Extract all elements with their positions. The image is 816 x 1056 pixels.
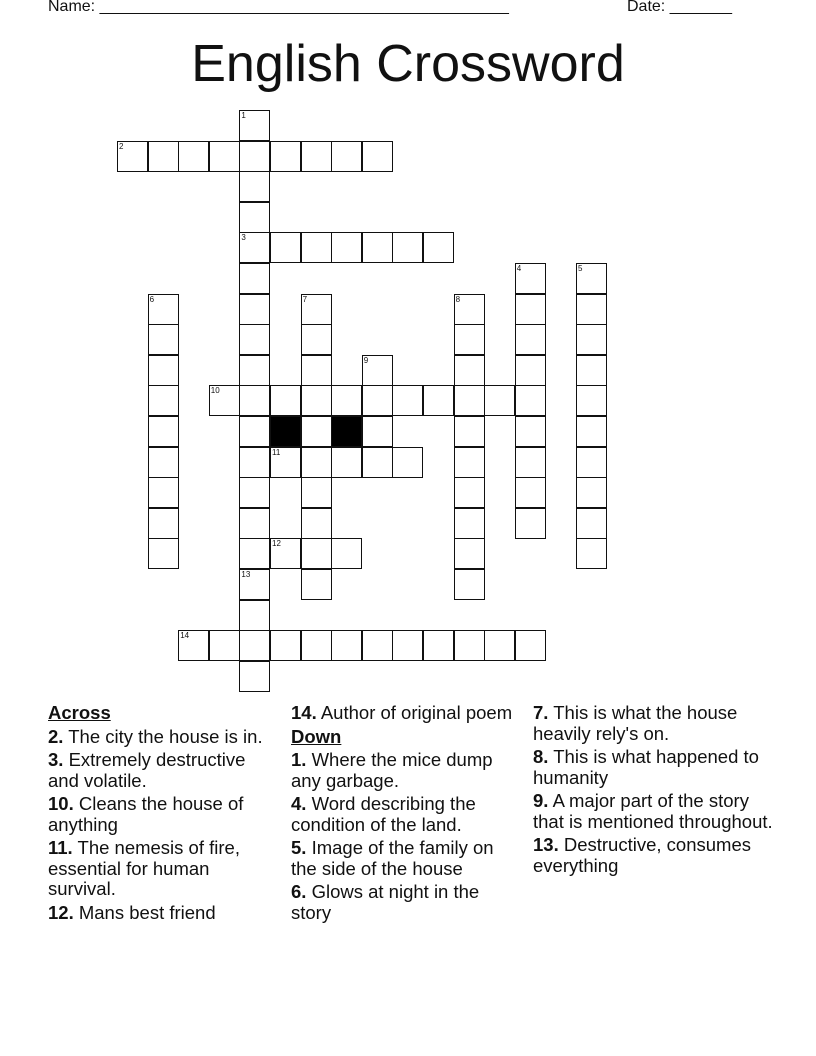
cell-number: 13	[241, 570, 251, 579]
crossword-cell[interactable]	[148, 538, 179, 569]
crossword-cell[interactable]	[178, 630, 209, 661]
crossword-cell[interactable]	[454, 447, 485, 478]
crossword-cell[interactable]	[515, 355, 546, 386]
crossword-cell[interactable]	[362, 630, 393, 661]
cell-number: 8	[455, 294, 461, 304]
down-clue	[291, 838, 523, 879]
down-heading: Down	[291, 725, 342, 747]
page-title: English Crossword	[191, 35, 625, 93]
crossword-cell[interactable]	[515, 294, 546, 325]
crossword-cell[interactable]	[209, 630, 240, 661]
crossword-cell[interactable]	[270, 630, 301, 661]
cell-number: 7	[302, 294, 308, 304]
crossword-cell[interactable]	[576, 508, 607, 539]
crossword-cell[interactable]	[270, 141, 301, 172]
crossword-cell[interactable]	[148, 477, 179, 508]
crossword-cell[interactable]	[209, 141, 240, 172]
across-clue	[291, 703, 523, 724]
crossword-cell[interactable]	[239, 569, 270, 600]
crossword-cell[interactable]	[239, 355, 270, 386]
cell-number: 4	[516, 264, 522, 273]
clue-text: A major part of the story that is mentioned throughout.	[533, 790, 773, 832]
crossword-cell[interactable]	[117, 141, 148, 172]
clue-number: 12.	[48, 901, 74, 923]
crossword-cell[interactable]	[454, 508, 485, 539]
crossword-cell[interactable]	[239, 202, 270, 233]
crossword-cell[interactable]	[515, 630, 546, 661]
crossword-cell[interactable]	[515, 385, 546, 416]
clue-number: 2.	[48, 725, 64, 747]
crossword-cell[interactable]	[148, 447, 179, 478]
clue-text: Destructive, consumes everything	[533, 834, 751, 876]
crossword-cell[interactable]	[515, 416, 546, 447]
crossword-cell[interactable]	[515, 263, 546, 294]
clue-number: 4.	[291, 793, 307, 814]
crossword-cell[interactable]	[454, 355, 485, 386]
crossword-cell[interactable]	[576, 294, 607, 325]
crossword-cell[interactable]	[270, 447, 301, 478]
clue-text: Cleans the house of anything	[48, 793, 244, 835]
crossword-cell[interactable]	[454, 477, 485, 508]
crossword-cell[interactable]	[423, 630, 454, 661]
crossword-cell[interactable]	[331, 141, 362, 172]
crossword-cell[interactable]	[270, 538, 301, 569]
clue-text: Author of original poem	[320, 702, 513, 723]
crossword-cell[interactable]	[454, 630, 485, 661]
clues-column-3	[533, 703, 773, 879]
down-clue	[291, 794, 523, 835]
crossword-cell[interactable]	[331, 232, 362, 263]
clue-number: 9.	[533, 790, 549, 811]
clue-text: Mans best friend	[78, 901, 216, 923]
crossword-cell[interactable]	[331, 447, 362, 478]
crossword-cell[interactable]	[148, 355, 179, 386]
cell-number: 2	[119, 141, 124, 151]
crossword-cell[interactable]	[270, 385, 301, 416]
clue-text: The nemesis of fire, essential for human survival.	[48, 837, 240, 899]
crossword-cell[interactable]	[301, 141, 332, 172]
cell-number: 12	[272, 539, 281, 549]
crossword-cell[interactable]	[148, 141, 179, 172]
clue-number: 1.	[291, 749, 307, 770]
crossword-cell[interactable]	[515, 447, 546, 478]
crossword-cell[interactable]	[148, 416, 179, 447]
crossword-cell[interactable]	[576, 477, 607, 508]
crossword-cell[interactable]	[148, 294, 179, 325]
clue-text: Word describing the condition of the land.	[291, 793, 476, 835]
crossword-cell[interactable]	[484, 630, 515, 661]
cell-number: 1	[241, 111, 246, 120]
across-clue	[48, 903, 280, 924]
crossword-cell[interactable]	[148, 385, 179, 416]
across-heading: Across	[48, 702, 111, 723]
crossword-cell[interactable]	[270, 232, 301, 263]
clue-number: 6.	[291, 881, 307, 902]
crossword-cell[interactable]	[454, 385, 485, 416]
cell-number: 11	[272, 447, 281, 457]
crossword-cell[interactable]	[576, 538, 607, 569]
crossword-cell[interactable]	[239, 110, 270, 141]
crossword-cell[interactable]	[392, 630, 423, 661]
crossword-cell[interactable]	[423, 232, 454, 263]
crossword-cell[interactable]	[454, 294, 485, 325]
clue-number: 7.	[533, 702, 549, 723]
crossword-cell[interactable]	[301, 232, 332, 263]
down-clue	[291, 750, 523, 791]
crossword-cell[interactable]	[484, 385, 515, 416]
clue-text: Image of the family on the side of the house	[291, 837, 494, 879]
crossword-cell[interactable]	[301, 477, 332, 508]
down-clue	[533, 747, 773, 788]
crossword-cell[interactable]	[392, 385, 423, 416]
crossword-cell[interactable]	[392, 447, 423, 478]
crossword-cell[interactable]	[576, 263, 607, 294]
clue-number: 13.	[533, 834, 559, 855]
down-clue	[291, 882, 523, 923]
cell-number: 14	[180, 631, 190, 641]
crossword-cell[interactable]	[239, 538, 270, 569]
crossword-cell[interactable]	[239, 141, 270, 172]
crossword-cell[interactable]	[576, 324, 607, 355]
crossword-cell[interactable]	[239, 477, 270, 508]
crossword-cell[interactable]	[515, 508, 546, 539]
crossword-cell[interactable]	[423, 385, 454, 416]
crossword-cell[interactable]	[239, 171, 270, 202]
crossword-cell[interactable]	[239, 508, 270, 539]
crossword-cell[interactable]	[331, 385, 362, 416]
crossword-cell[interactable]	[148, 324, 179, 355]
crossword-cell[interactable]	[362, 416, 393, 447]
clue-text: Where the mice dump any garbage.	[291, 749, 493, 791]
down-clue	[533, 791, 773, 832]
crossword-cell[interactable]	[362, 141, 393, 172]
crossword-cell[interactable]	[301, 447, 332, 478]
cell-number: 3	[241, 233, 246, 243]
crossword-cell[interactable]	[392, 232, 423, 263]
crossword-cell[interactable]	[239, 447, 270, 478]
clue-number: 8.	[533, 746, 549, 767]
crossword-cell[interactable]	[362, 232, 393, 263]
crossword-cell[interactable]	[301, 385, 332, 416]
crossword-cell[interactable]	[331, 630, 362, 661]
crossword-cell[interactable]	[301, 294, 332, 325]
across-clue	[48, 727, 280, 748]
cell-number: 5	[578, 264, 583, 273]
crossword-cell[interactable]	[239, 416, 270, 447]
crossword-cell[interactable]	[209, 385, 240, 416]
crossword-cell[interactable]	[362, 355, 393, 386]
crossword-cell[interactable]	[148, 508, 179, 539]
date-line: Date: _______	[627, 0, 732, 15]
crossword-cell[interactable]	[454, 324, 485, 355]
name-line: Name: ______________________________________________	[48, 0, 509, 15]
clue-number: 11.	[48, 837, 73, 858]
black-square	[270, 416, 301, 447]
clues-column-2	[291, 703, 523, 926]
crossword-cell[interactable]	[239, 232, 270, 263]
crossword-cell[interactable]	[515, 324, 546, 355]
crossword-cell[interactable]	[239, 661, 270, 692]
crossword-cell[interactable]	[239, 630, 270, 661]
crossword-cell[interactable]	[301, 324, 332, 355]
crossword-cell[interactable]	[301, 569, 332, 600]
clue-number: 5.	[291, 837, 307, 858]
crossword-cell[interactable]	[301, 355, 332, 386]
crossword-cell[interactable]	[576, 416, 607, 447]
crossword-cell[interactable]	[239, 324, 270, 355]
cell-number: 6	[149, 294, 155, 304]
crossword-cell[interactable]	[239, 385, 270, 416]
crossword-cell[interactable]	[576, 385, 607, 416]
crossword-cell[interactable]	[576, 355, 607, 386]
across-clue	[48, 794, 280, 835]
crossword-cell[interactable]	[301, 416, 332, 447]
crossword-cell[interactable]	[301, 508, 332, 539]
cell-number: 10	[210, 386, 220, 396]
clue-text: The city the house is in.	[68, 725, 263, 747]
clue-number: 3.	[48, 749, 64, 770]
across-clue	[48, 750, 280, 791]
clue-text: This is what the house heavily rely's on.	[533, 702, 738, 744]
cell-number: 9	[363, 355, 369, 365]
crossword-cell[interactable]	[331, 538, 362, 569]
crossword-cell[interactable]	[362, 385, 393, 416]
crossword-cell[interactable]	[239, 600, 270, 631]
across-clue	[48, 838, 280, 900]
clue-text: Extremely destructive and volatile.	[48, 749, 246, 791]
crossword-cell[interactable]	[178, 141, 209, 172]
down-clue	[533, 835, 773, 876]
crossword-cell[interactable]	[576, 447, 607, 478]
black-square	[331, 416, 362, 447]
crossword-cell[interactable]	[239, 294, 270, 325]
clues-column-1	[48, 703, 280, 926]
crossword-cell[interactable]	[301, 538, 332, 569]
down-clue	[533, 703, 773, 744]
clue-text: Glows at night in the story	[291, 881, 480, 923]
crossword-cell[interactable]	[515, 477, 546, 508]
crossword-cell[interactable]	[454, 416, 485, 447]
crossword-cell[interactable]	[362, 447, 393, 478]
crossword-cell[interactable]	[454, 538, 485, 569]
crossword-cell[interactable]	[301, 630, 332, 661]
crossword-cell[interactable]	[454, 569, 485, 600]
clue-number: 10.	[48, 793, 74, 814]
clue-text: This is what happened to humanity	[533, 746, 759, 788]
crossword-cell[interactable]	[239, 263, 270, 294]
clue-number: 14.	[291, 702, 317, 723]
